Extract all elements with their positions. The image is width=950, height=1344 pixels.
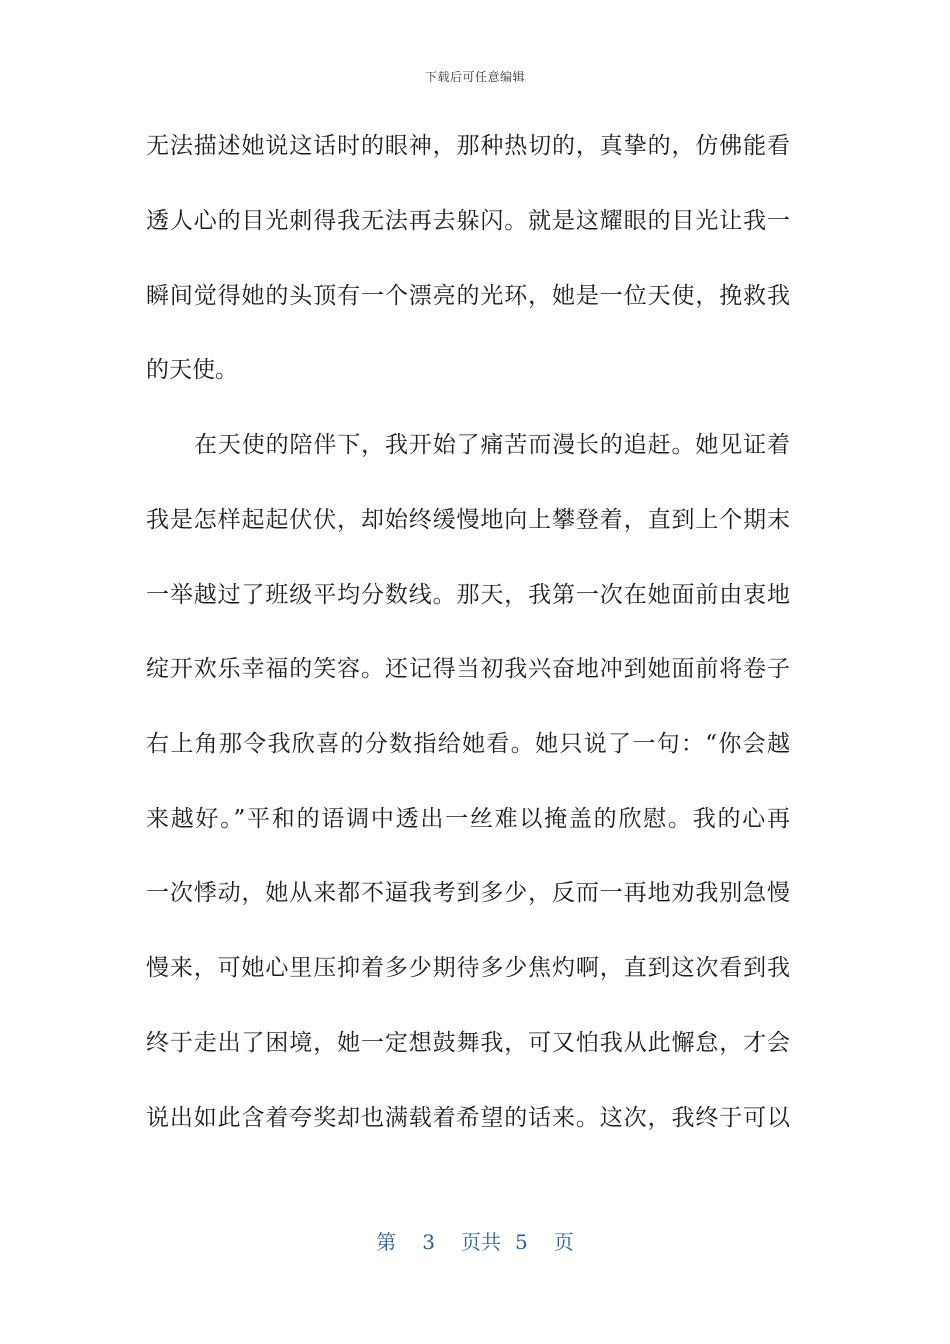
footer-middle: 页共 [461, 1230, 501, 1254]
footer-prefix: 第 [376, 1230, 397, 1254]
text-line: 我是怎样起起伏伏，却始终缓慢地向上攀登着，直到上个期末 [146, 507, 790, 533]
paragraph-first-line: 在天使的陪伴下，我开始了痛苦而漫长的追赶。她见证着 [194, 432, 790, 458]
text-line: 慢来，可她心里压抑着多少期待多少焦灼啊，直到这次看到我 [146, 955, 790, 981]
text-line: 绽开欢乐幸福的笑容。还记得当初我兴奋地冲到她面前将卷子 [146, 656, 790, 682]
footer-suffix: 页 [553, 1230, 574, 1254]
text-line: 一举越过了班级平均分数线。那天，我第一次在她面前由衷地 [146, 582, 790, 608]
text-line: 来越好。”平和的语调中透出一丝难以掩盖的欣慰。我的心再 [146, 806, 790, 832]
current-page-number: 3 [422, 1230, 435, 1254]
text-line: 无法描述她说这话时的眼神，那种热切的，真挚的，仿佛能看 [146, 133, 790, 159]
total-pages-number: 5 [515, 1230, 528, 1254]
text-line: 终于走出了困境，她一定想鼓舞我，可又怕我从此懈怠，才会 [146, 1030, 790, 1056]
page-footer [0, 1226, 950, 1255]
text-line: 一次悸动，她从来都不逼我考到多少，反而一再地劝我别急慢 [146, 880, 790, 906]
text-line: 右上角那令我欣喜的分数指给她看。她只说了一句：“你会越 [146, 731, 790, 757]
text-line: 的天使。 [146, 357, 238, 383]
text-line: 说出如此含着夸奖却也满载着希望的话来。这次，我终于可以 [146, 1105, 790, 1131]
text-line: 透人心的目光刺得我无法再去躲闪。就是这耀眼的目光让我一 [146, 208, 790, 234]
text-line: 瞬间觉得她的头顶有一个漂亮的光环，她是一位天使，挽救我 [146, 283, 790, 309]
page-header: 下载后可任意编辑 [424, 70, 525, 84]
